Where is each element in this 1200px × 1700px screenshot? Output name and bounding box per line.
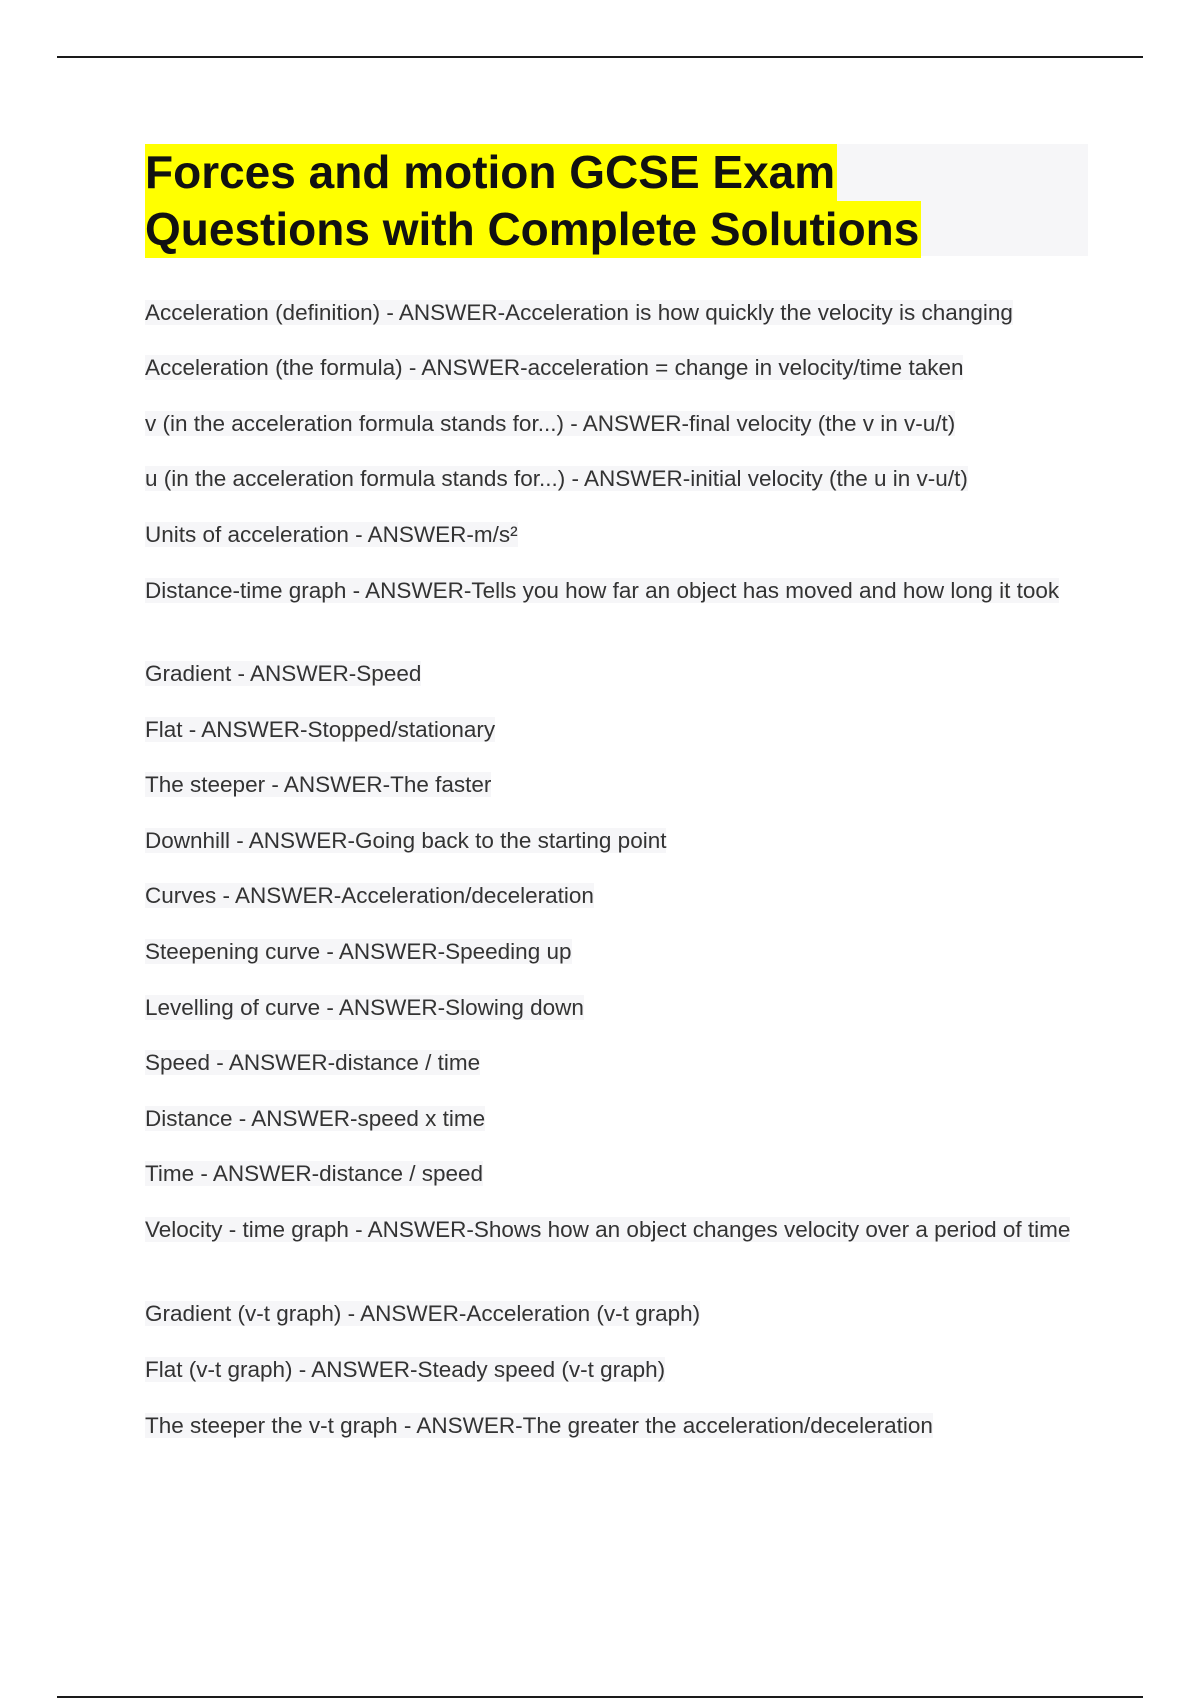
list-item: Flat (v-t graph) - ANSWER-Steady speed (v-t graph) [145,1357,666,1382]
list-item: Downhill - ANSWER-Going back to the starting point [145,828,667,853]
list-item: Velocity - time graph - ANSWER-Shows how an object changes velocity over a period of time [145,1217,1071,1242]
list-item: Time - ANSWER-distance / speed [145,1161,484,1186]
list-item: Acceleration (the formula) - ANSWER-acceleration = change in velocity/time taken [145,355,964,380]
page-title [145,144,1088,258]
title-line-2: Questions with Complete Solutions [145,201,921,258]
list-item: Speed - ANSWER-distance / time [145,1050,481,1075]
list-item: Gradient (v-t graph) - ANSWER-Acceleration (v-t graph) [145,1301,701,1326]
top-rule [57,56,1143,58]
list-item: Curves - ANSWER-Acceleration/deceleration [145,883,594,908]
list-item: Flat - ANSWER-Stopped/stationary [145,717,496,742]
list-item: u (in the acceleration formula stands for...) - ANSWER-initial velocity (the u in v-u/t) [145,466,968,491]
list-item: The steeper - ANSWER-The faster [145,772,492,797]
list-item: Units of acceleration - ANSWER-m/s² [145,522,518,547]
list-item: Levelling of curve - ANSWER-Slowing down [145,995,584,1020]
bottom-rule [57,1696,1143,1698]
title-line-1: Forces and motion GCSE Exam [145,144,837,201]
list-item: v (in the acceleration formula stands for...) - ANSWER-final velocity (the v in v-u/t) [145,411,956,436]
list-item: Steepening curve - ANSWER-Speeding up [145,939,572,964]
list-item: Distance-time graph - ANSWER-Tells you how far an object has moved and how long it took [145,578,1060,603]
title-block [145,144,1088,256]
list-item: The steeper the v-t graph - ANSWER-The greater the acceleration/deceleration [145,1413,933,1438]
list-item: Distance - ANSWER-speed x time [145,1106,486,1131]
list-item: Gradient - ANSWER-Speed [145,661,422,686]
list-item: Acceleration (definition) - ANSWER-Acceleration is how quickly the velocity is changing [145,300,1013,325]
